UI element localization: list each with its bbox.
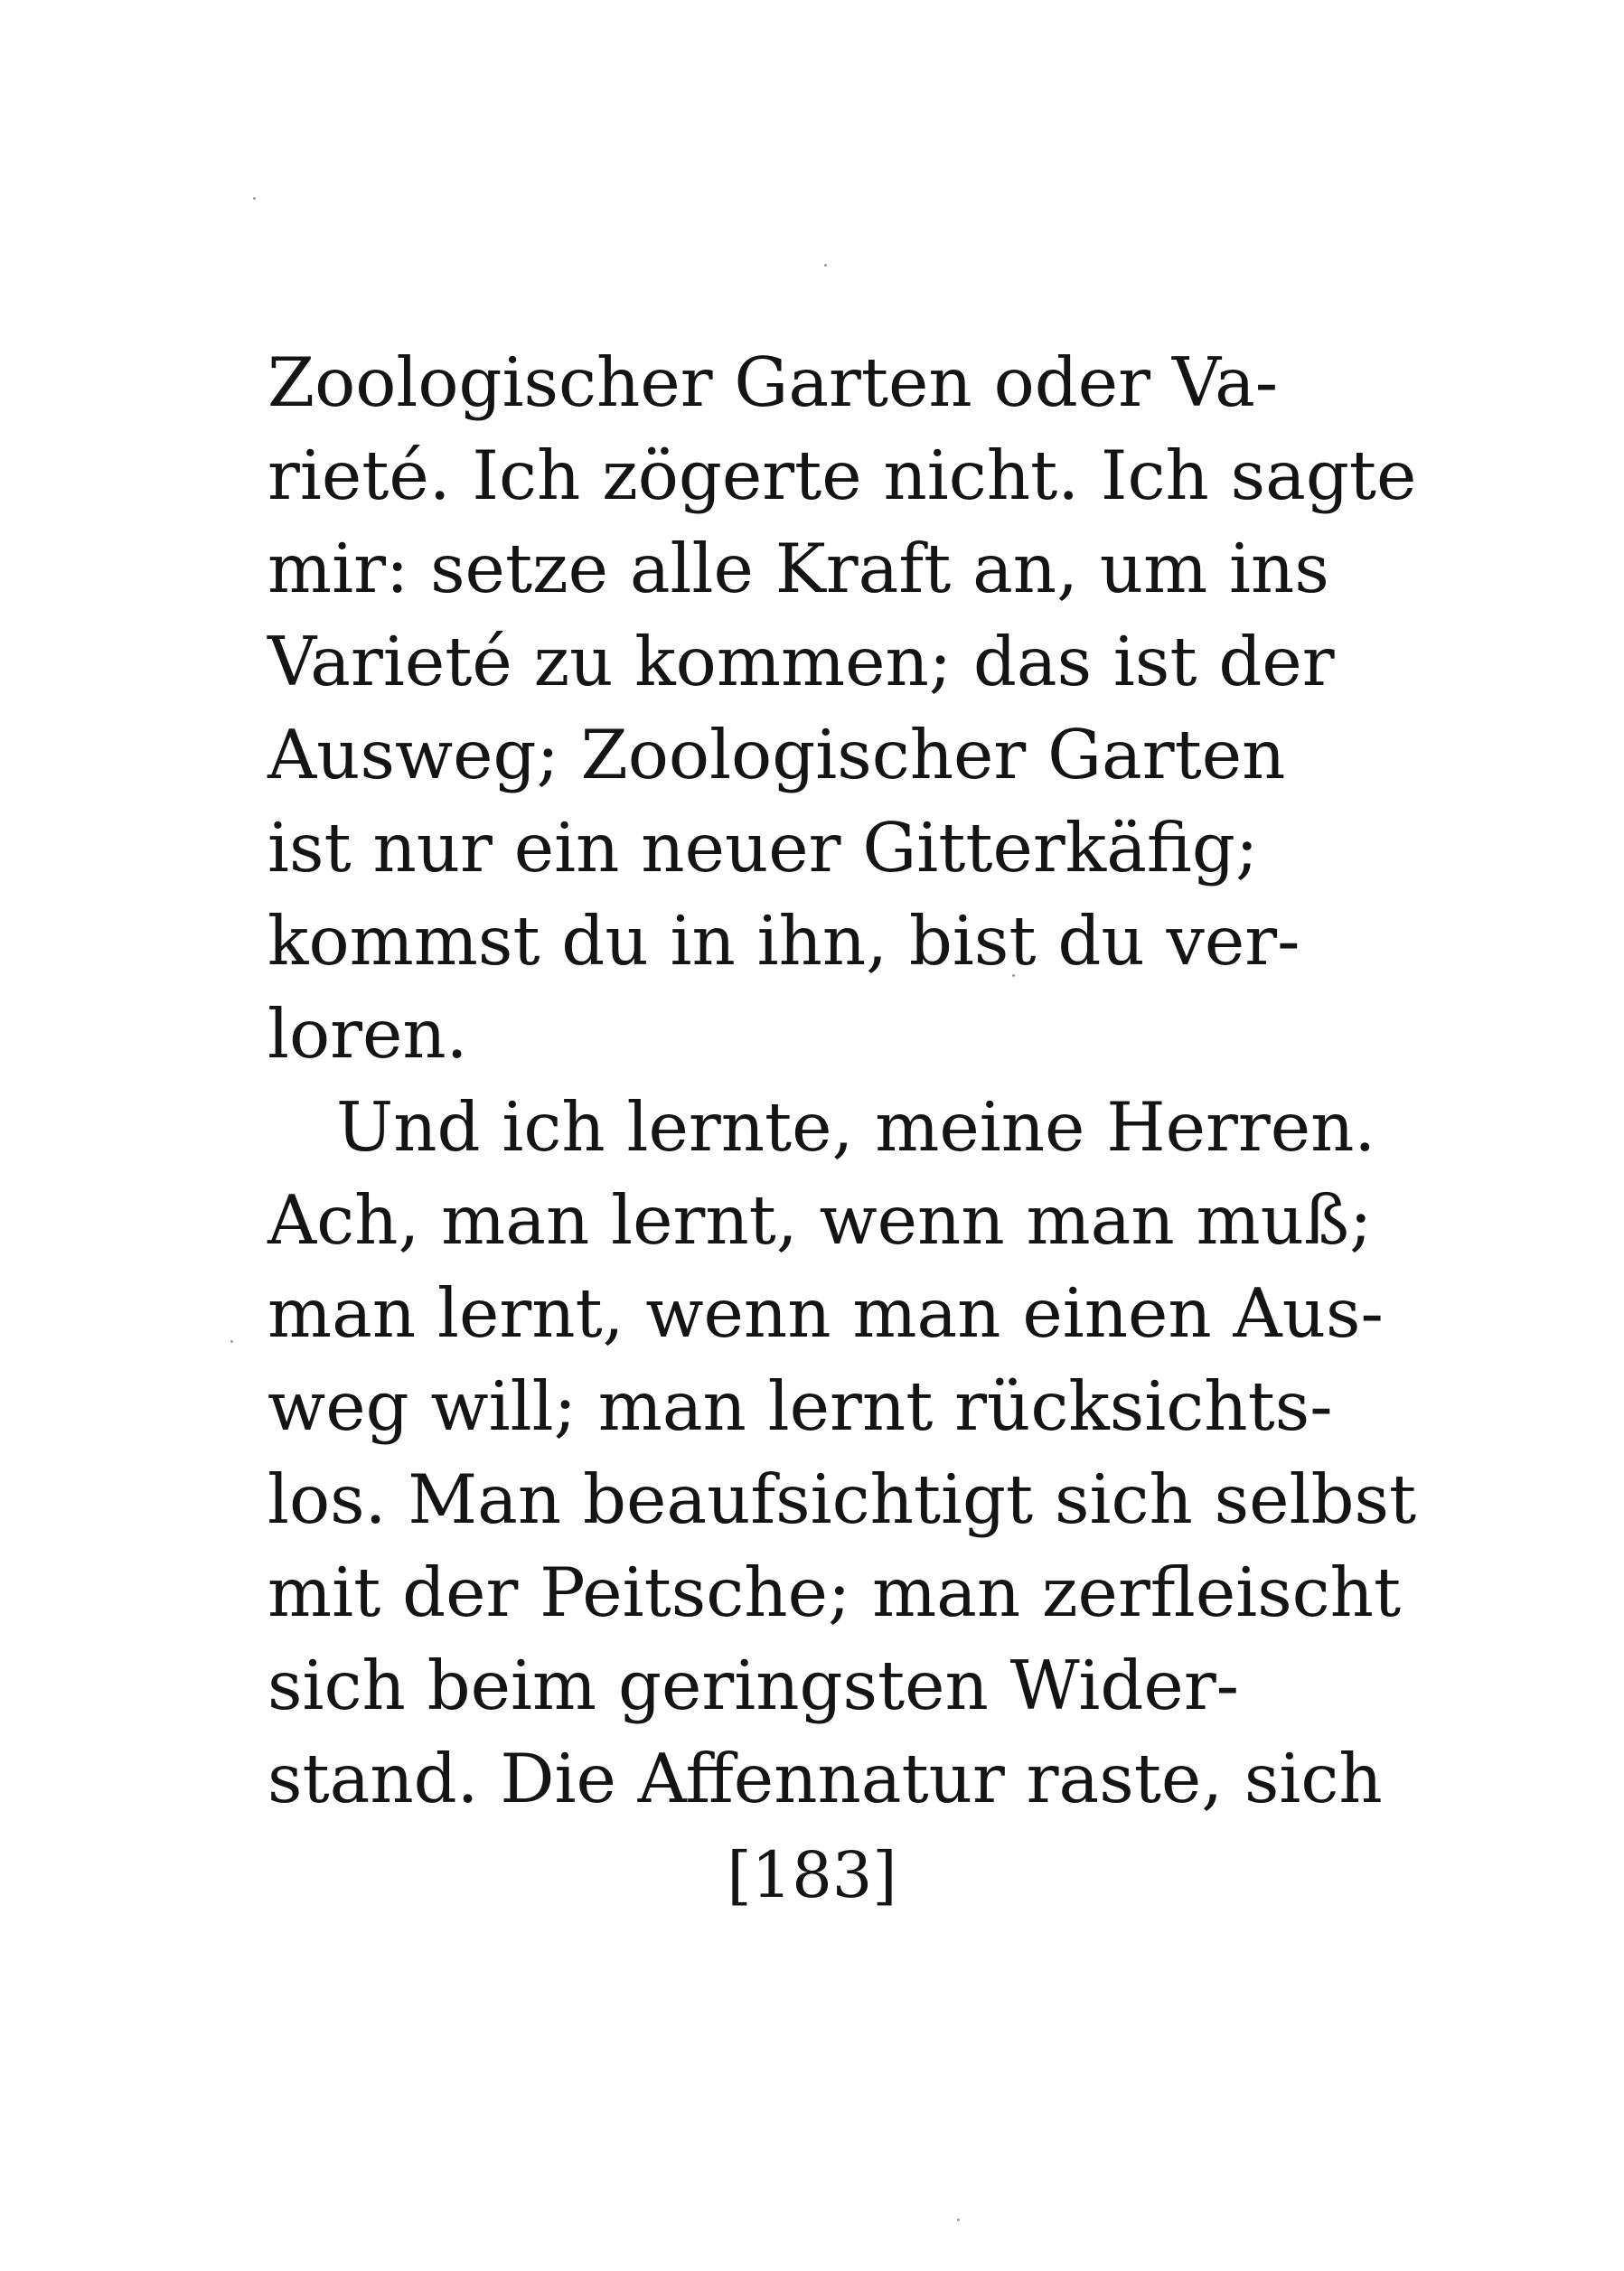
paper-speck <box>253 197 256 200</box>
text-line: kommst du in ihn, bist du ver- <box>268 901 1300 981</box>
text-line: mir: setze alle Kraft an, um ins <box>268 529 1329 608</box>
text-line: weg will; man lernt rücksichts- <box>268 1366 1333 1446</box>
text-line: Varieté zu kommen; das ist der <box>268 622 1335 701</box>
text-line: mit der Peitsche; man zerfleischt <box>268 1553 1402 1632</box>
paragraph-1 <box>268 336 1417 1081</box>
text-line: rieté. Ich zögerte nicht. Ich sagte <box>268 436 1417 515</box>
text-line: Und ich lernte, meine Herren. <box>336 1087 1376 1167</box>
text-line: los. Man beaufsichtigt sich selbst <box>268 1459 1417 1539</box>
paper-speck <box>230 1340 233 1343</box>
text-line: Ach, man lernt, wenn man muß; <box>268 1180 1373 1260</box>
text-line: Zoologischer Garten oder Va- <box>268 343 1279 422</box>
text-line: sich beim geringsten Wider- <box>268 1646 1240 1725</box>
paper-speck <box>957 2219 960 2221</box>
text-line: stand. Die Affennatur raste, sich <box>268 1739 1383 1818</box>
text-line: ist nur ein neuer Gitterkäfig; <box>268 808 1259 887</box>
paragraph-2 <box>268 1081 1417 1825</box>
paper-speck <box>824 264 827 267</box>
text-line: loren. <box>268 994 468 1074</box>
text-line: Ausweg; Zoologischer Garten <box>268 715 1286 794</box>
page-number: [183] <box>727 1838 897 1912</box>
body-text <box>268 336 1417 1825</box>
text-line: man lernt, wenn man einen Aus- <box>268 1273 1384 1353</box>
